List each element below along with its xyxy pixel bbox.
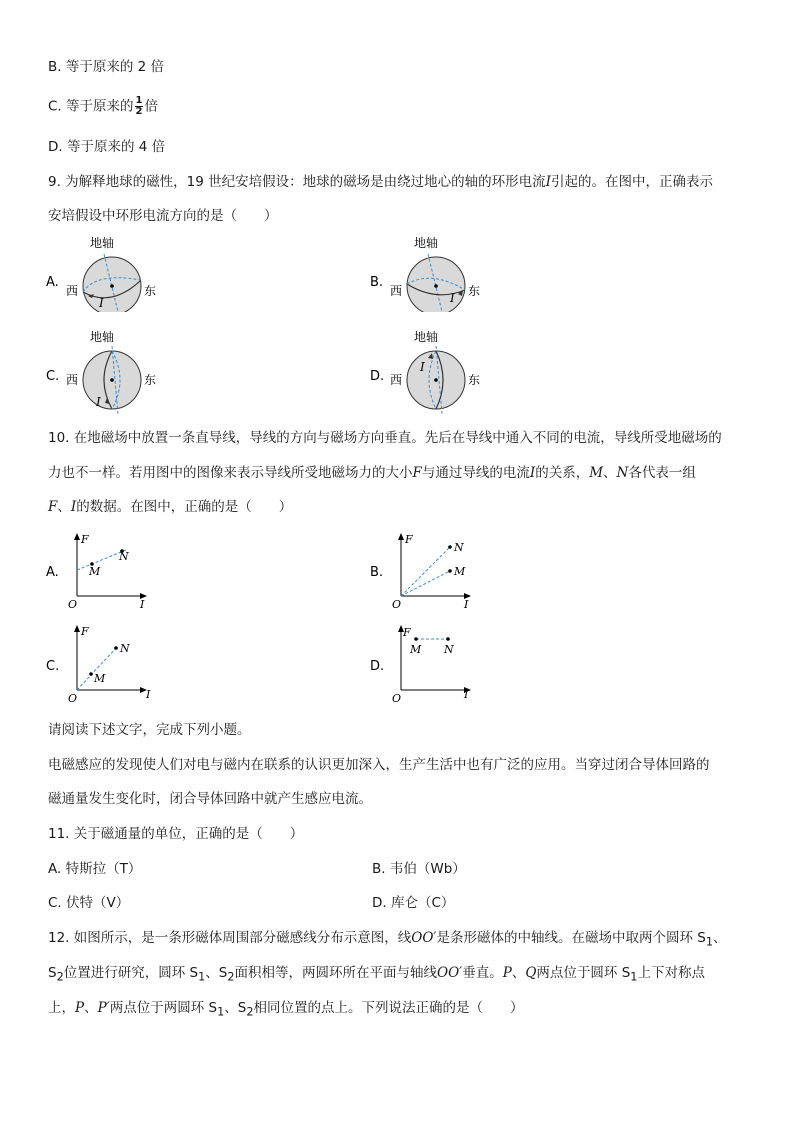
- q10-graph-c: [44, 622, 164, 707]
- passage-line2: 磁通量发生变化时，闭合导体回路中就产生感应电流。: [48, 791, 372, 807]
- q10-stem-line1: 10. 在地磁场中放置一条直导线，导线的方向与磁场方向垂直。先后在导线中通入不同的电流，导线所受地磁场的: [48, 430, 722, 446]
- q9-figure-b: [368, 232, 498, 312]
- svg-text:N: N: [119, 550, 129, 563]
- svg-text:东: 东: [144, 373, 157, 387]
- svg-text:I: I: [140, 598, 145, 611]
- svg-text:东: 东: [468, 284, 481, 298]
- svg-text:东: 东: [144, 284, 157, 298]
- svg-text:O: O: [68, 692, 78, 705]
- q8-option-d: D. 等于原来的 4 倍: [48, 139, 166, 155]
- q12-stem-line3: 上，P、P′两点位于两圆环 $S_1$、$S_2$相同位置的点上。下列说法正确的是（ ）: [48, 1000, 524, 1019]
- svg-text:地轴: 地轴: [414, 330, 439, 344]
- svg-text:I: I: [464, 688, 469, 701]
- svg-text:O: O: [68, 598, 78, 611]
- q11-option-d: D. 库仑（C）: [372, 895, 455, 911]
- option-b-label: B.: [370, 275, 384, 290]
- q12-stem-line2: $S_2$位置进行研究，圆环 $S_1$、$S_2$面积相等，两圆环所在平面与轴线OO′垂直。P、Q两点位于圆环 $S_1$上下对称点: [48, 965, 705, 984]
- q9-stem-line1: 9. 为解释地球的磁性，19 世纪安培假设：地球的磁场是由绕过地心的轴的环形电流I引起的。在图中，正确表示: [48, 174, 713, 190]
- passage-line1: 电磁感应的发现使人们对电与磁内在联系的认识更加深入，生产生活中也有广泛的应用。当穿过闭合导体回路的: [48, 757, 710, 773]
- option-d-label: D.: [370, 659, 385, 674]
- q11-stem: 11. 关于磁通量的单位，正确的是（ ）: [48, 826, 304, 842]
- svg-text:M: M: [89, 565, 101, 578]
- svg-text:M: M: [454, 565, 466, 578]
- svg-text:I: I: [450, 291, 455, 305]
- svg-text:M: M: [410, 643, 422, 656]
- svg-text:O: O: [392, 692, 402, 705]
- q11-option-c: C. 伏特（V）: [48, 895, 130, 911]
- q10-graph-a: [44, 530, 164, 615]
- option-b-label: B.: [370, 565, 384, 580]
- option-d-label: D.: [370, 369, 385, 384]
- svg-text:M: M: [94, 672, 106, 685]
- svg-text:西: 西: [66, 284, 79, 298]
- option-c-label: C.: [46, 369, 60, 384]
- svg-text:F: F: [81, 533, 89, 546]
- svg-text:N: N: [120, 642, 130, 655]
- q10-stem-line3: F、I的数据。在图中，正确的是（ ）: [48, 499, 293, 515]
- q9-figure-a: [44, 232, 174, 312]
- q9-figure-c: [44, 326, 174, 416]
- svg-text:O: O: [392, 598, 402, 611]
- option-a-label: A.: [46, 565, 59, 580]
- svg-text:I: I: [420, 360, 425, 374]
- svg-text:地轴: 地轴: [414, 236, 439, 250]
- svg-text:地轴: 地轴: [90, 236, 115, 250]
- q12-stem-line1: 12. 如图所示，是一条形磁体周围部分磁感线分布示意图，线OO′是条形磁体的中轴线。在磁场中取两个圆环 $S_1$、: [48, 930, 727, 949]
- q10-graph-d: [368, 622, 488, 707]
- svg-text:I: I: [146, 688, 151, 701]
- svg-text:N: N: [454, 541, 464, 554]
- option-c-label: C.: [46, 659, 60, 674]
- q10-stem-line2: 力也不一样。若用图中的图像来表示导线所受地磁场力的大小F与通过导线的电流I的关系，M、N各代表一组: [48, 465, 696, 481]
- svg-text:I: I: [464, 598, 469, 611]
- svg-text:西: 西: [390, 373, 403, 387]
- q9-stem-line2: 安培假设中环形电流方向的是（ ）: [48, 208, 278, 224]
- svg-text:I: I: [96, 395, 101, 409]
- q10-graph-b: [368, 530, 488, 615]
- passage-intro: 请阅读下述文字，完成下列小题。: [48, 722, 251, 738]
- q9-figure-d: [368, 326, 498, 416]
- svg-text:东: 东: [468, 373, 481, 387]
- svg-text:F: F: [403, 626, 411, 639]
- q8-option-b: B. 等于原来的 2 倍: [48, 59, 165, 75]
- q8-option-c: C. 等于原来的 $\frac{1}{2}$ 倍: [48, 95, 158, 117]
- svg-text:地轴: 地轴: [90, 330, 115, 344]
- svg-text:西: 西: [66, 373, 79, 387]
- svg-text:I: I: [99, 296, 104, 310]
- svg-text:F: F: [405, 533, 413, 546]
- q11-option-b: B. 韦伯（Wb）: [372, 861, 466, 877]
- svg-text:N: N: [444, 643, 454, 656]
- q11-option-a: A. 特斯拉（T）: [48, 861, 142, 877]
- svg-text:F: F: [81, 625, 89, 638]
- svg-text:西: 西: [390, 284, 403, 298]
- option-a-label: A.: [46, 275, 59, 290]
